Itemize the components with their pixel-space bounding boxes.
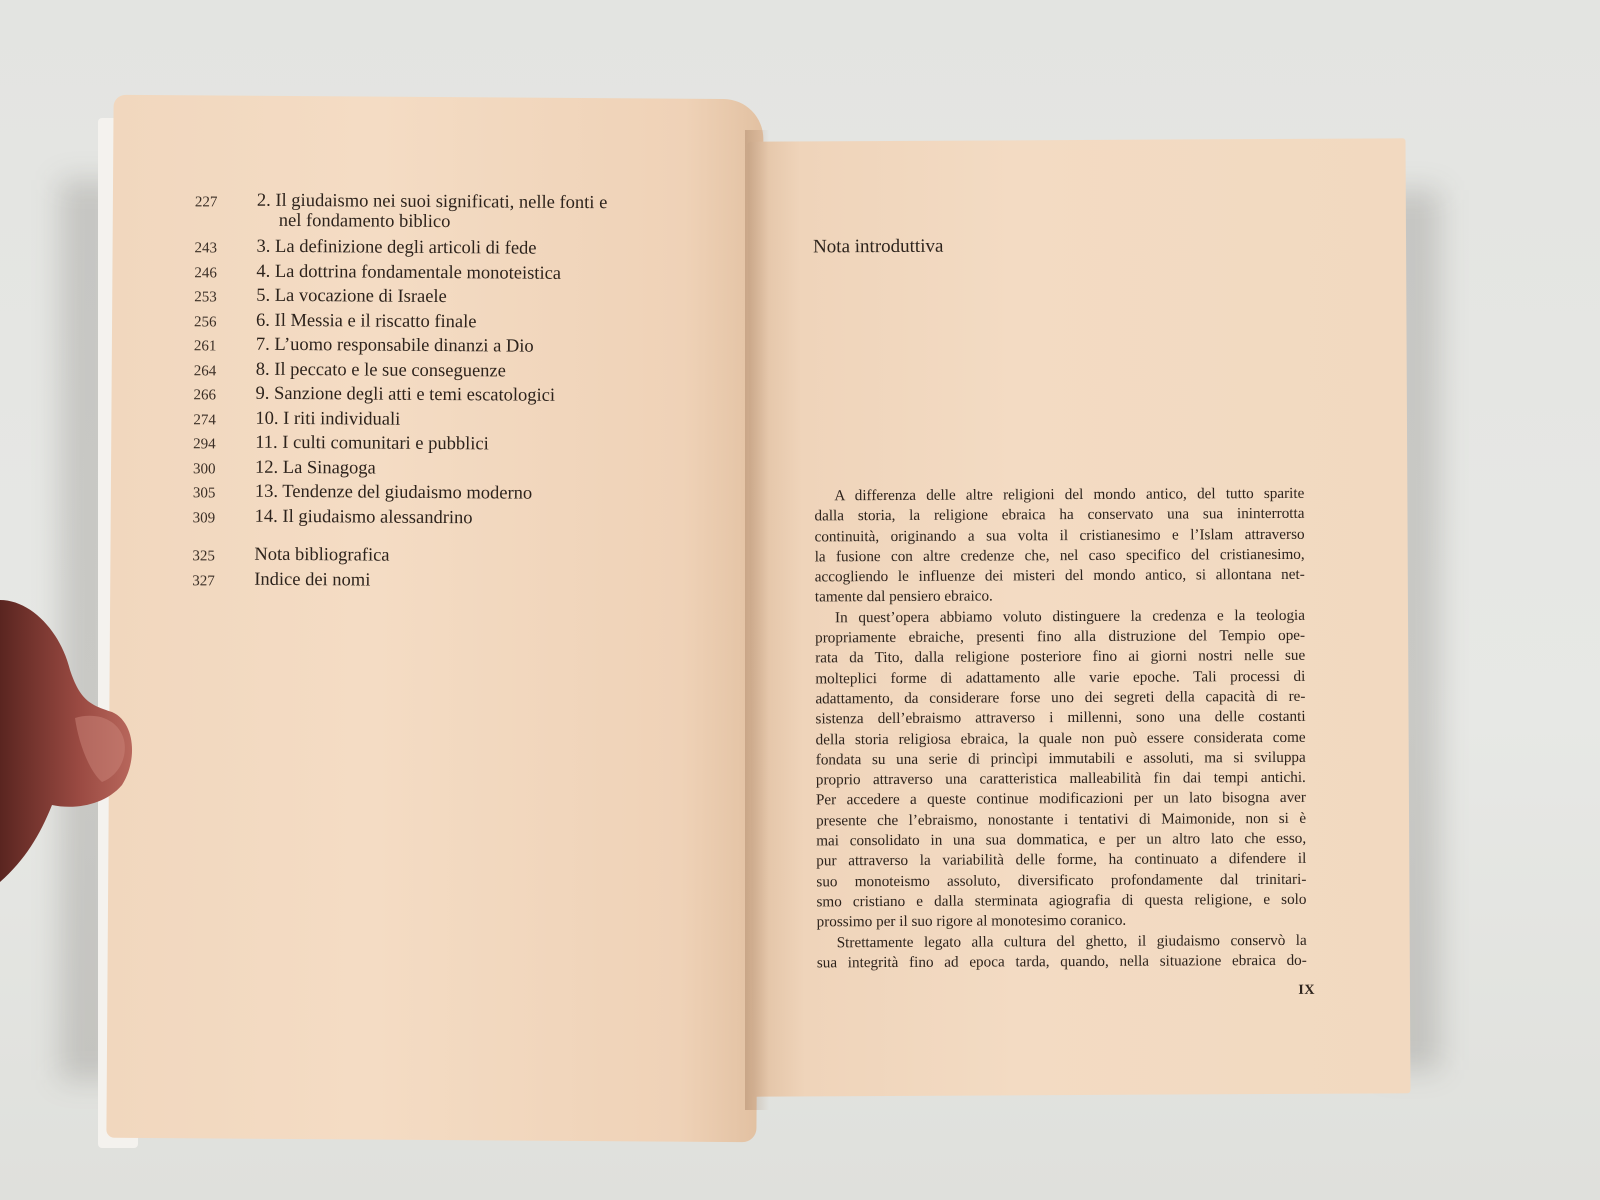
toc-page-number: 261	[193, 338, 217, 355]
text-line: pur attraverso la variabilità delle forme, ha continuato a difendere il	[816, 850, 1307, 870]
toc-title	[256, 359, 714, 382]
toc-page-number: 243	[194, 240, 218, 257]
text-line: sua integrità fino ad epoca tarda, quando, nella situazione ebraica do-	[816, 951, 1307, 972]
text-line: suo monoteismo assoluto, diversificato profondamente dal trinitari-	[816, 870, 1307, 891]
text-line: fondata su una serie di princìpi immutabili e assoluti, ma si sviluppa	[815, 748, 1306, 769]
toc-page-number: 227	[194, 194, 218, 211]
toc-entry	[193, 408, 713, 436]
toc-title-text: Indice dei nomi	[254, 569, 371, 591]
toc-title-text: 14. Il giudaismo alessandrino	[254, 506, 473, 528]
toc-page-number: 325	[192, 548, 215, 565]
toc-title-text: 7. L’uomo responsabile dinanzi a Dio	[255, 334, 534, 357]
toc-title	[255, 457, 713, 480]
toc-entry	[194, 359, 714, 387]
toc-page-number: 305	[192, 485, 216, 502]
toc-title	[257, 237, 715, 260]
text-line: continuità, originando a sua volta il cristianesimo e l’Islam attraverso	[814, 525, 1305, 545]
toc-title-text: Nota bibliografica	[254, 544, 390, 566]
toc-entry	[193, 383, 713, 411]
toc-entry	[193, 457, 713, 485]
toc-entry	[192, 544, 712, 572]
toc-entry	[194, 334, 714, 362]
text-line: propriamente ebraiche, presenti fino alla distruzione del Tempio ope-	[815, 626, 1306, 647]
toc-title-text: 10. I riti individuali	[255, 408, 401, 430]
toc-entry	[194, 285, 714, 313]
toc-title	[256, 261, 714, 284]
toc-page-number: 266	[193, 387, 217, 404]
toc-page-number: 264	[193, 362, 217, 379]
page-number: IX	[1298, 982, 1315, 998]
text-line: smo cristiano e dalla sterminata agiografia di questa religione, e solo	[816, 890, 1307, 911]
toc-title	[256, 335, 714, 358]
table-of-contents	[192, 190, 715, 597]
toc-title	[255, 384, 713, 407]
toc-title	[257, 191, 715, 234]
text-line: In quest’opera abbiamo voluto distinguere la credenza e la teologia	[834, 606, 1306, 627]
toc-title	[254, 569, 712, 592]
toc-title-text: 2. Il giudaismo nei suoi significati, nelle fonti e	[256, 190, 608, 214]
toc-page-number: 309	[192, 509, 216, 526]
text-line: tamente dal pensiero ebraico.	[814, 587, 993, 606]
toc-title-text: 3. La definizione degli articoli di fede	[256, 236, 537, 259]
toc-entry	[194, 236, 714, 264]
toc-title	[255, 433, 713, 456]
left-page	[106, 95, 763, 1143]
toc-entry	[193, 432, 713, 460]
text-line: mai consolidato in una sua dommatica, e per un altro lato che esso,	[816, 829, 1307, 850]
text-line: prossimo per il suo rigore al monotesimo coranico.	[816, 911, 1127, 931]
toc-entry	[193, 481, 713, 509]
text-line: sistenza dell’ebraismo attraverso i millenni, sono una delle costanti	[815, 708, 1306, 728]
text-line: la fusione con altre credenze che, nel caso specifico del cristianesimo,	[814, 545, 1305, 566]
toc-entry	[195, 190, 715, 240]
toc-page-number: 256	[194, 313, 217, 330]
toc-title	[255, 506, 713, 529]
toc-title-text: 11. I culti comunitari e pubblici	[255, 432, 489, 455]
toc-page-number: 274	[193, 411, 216, 428]
text-line: proprio attraverso una caratteristica malleabilità fin dai tempi antichi.	[815, 768, 1306, 789]
text-line: A differenza delle altre religioni del mondo antico, del tutto sparite	[834, 484, 1305, 505]
text-line: adattamento, da considerare forse uno dei segreti della capacità di re-	[815, 687, 1306, 708]
text-line: della storia religiosa ebraica, la quale non può essere considerata come	[815, 728, 1306, 748]
toc-title-text: 13. Tendenze del giudaismo moderno	[254, 481, 533, 504]
toc-title	[256, 286, 714, 309]
toc-title	[256, 310, 714, 333]
text-line: accogliendo le influenze dei misteri del mondo antico, si allontana net-	[814, 566, 1305, 586]
toc-page-number: 327	[192, 572, 215, 589]
right-page	[748, 138, 1411, 1096]
toc-title	[255, 482, 713, 505]
text-line: rata da Tito, dalla religione posteriore fino ai giorni nostri nelle sue	[815, 647, 1306, 667]
section-heading: Nota introduttiva	[813, 235, 944, 258]
toc-entry	[194, 261, 714, 289]
body-text	[814, 484, 1307, 974]
toc-title-text: 12. La Sinagoga	[254, 457, 376, 479]
toc-page-number: 253	[194, 289, 217, 306]
toc-title-text: 4. La dottrina fondamentale monoteistica	[256, 261, 562, 284]
toc-title-text: 9. Sanzione degli atti e temi escatologici	[255, 383, 556, 406]
toc-title	[254, 545, 712, 568]
toc-title-text: 6. Il Messia e il riscatto finale	[256, 310, 477, 332]
toc-entry	[193, 506, 713, 534]
toc-page-number: 246	[194, 264, 217, 281]
toc-title-text: 8. Il peccato e le sue conseguenze	[255, 359, 506, 381]
toc-title-continuation: nel fondamento biblico	[278, 210, 451, 233]
toc-title-text: 5. La vocazione di Israele	[256, 285, 447, 308]
text-line: molteplici forme di adattamento alle varie epoche. Tali processi di	[815, 667, 1306, 688]
toc-entry	[192, 569, 712, 597]
toc-page-number: 294	[193, 436, 216, 453]
text-line: Strettamente legato alla cultura del ghetto, il giudaismo conservò la	[836, 931, 1307, 951]
text-line: presente che l’ebraismo, nonostante i tentativi di Maimonide, non si è	[816, 809, 1307, 830]
toc-page-number: 300	[192, 460, 216, 477]
text-line: Per accedere a queste continue modificazioni per un lato bisogna aver	[815, 789, 1306, 809]
book-spine	[745, 130, 769, 1110]
toc-entry	[194, 310, 714, 338]
hand-thumb	[0, 600, 140, 900]
toc-title	[255, 408, 713, 431]
text-line: dalla storia, la religione ebraica ha conservato una sua ininterrotta	[814, 505, 1305, 525]
